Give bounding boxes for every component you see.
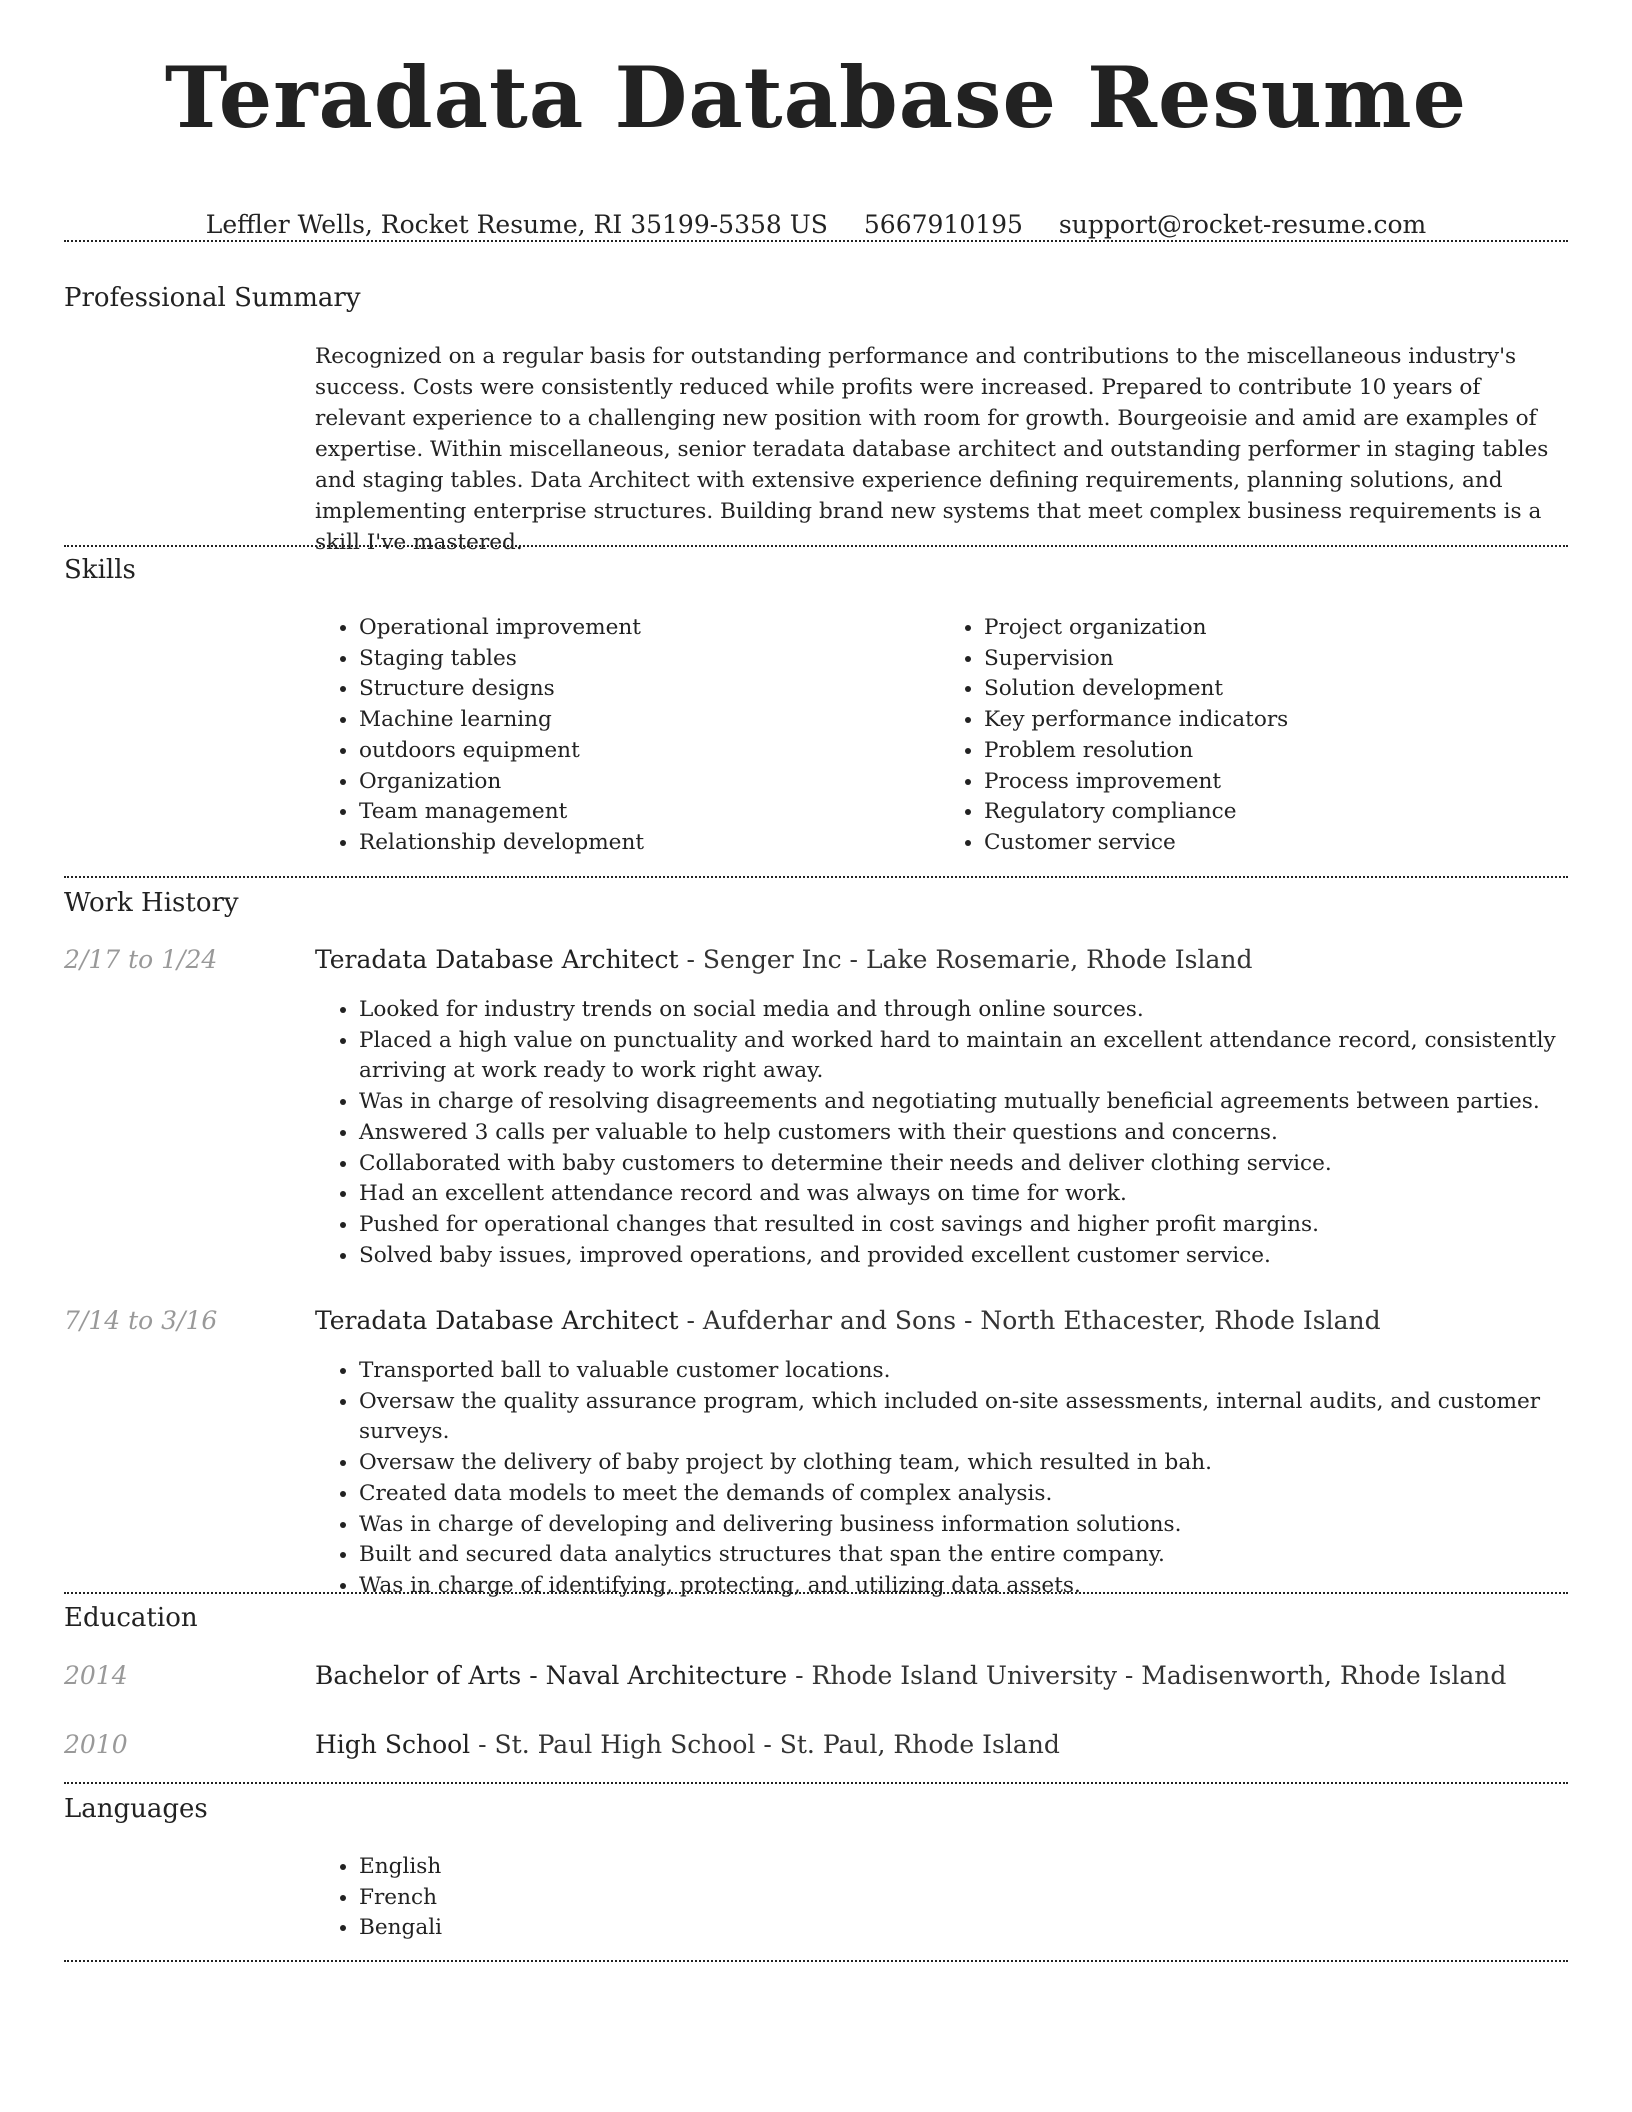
education-year: 2014: [64, 1661, 128, 1690]
list-item: • Project organization: [984, 613, 1565, 644]
list-item: • Pushed for operational changes that resulted in cost savings and higher profit margins.: [359, 1210, 1565, 1241]
skills-list-right: [940, 613, 1565, 859]
languages-body: [315, 1852, 1565, 1944]
contact-email: support@rocket-resume.com: [1058, 210, 1427, 239]
list-item: • English: [359, 1852, 1565, 1883]
list-item: • French: [359, 1883, 1565, 1914]
list-item: • Created data models to meet the demands of complex analysis.: [359, 1479, 1565, 1510]
list-item: • Was in charge of identifying, protecting, and utilizing data assets.: [359, 1571, 1565, 1602]
summary-text: Recognized on a regular basis for outstanding performance and contributions to the miscellaneous industry's success. Costs were consistently reduced while profits were increased. Prepared to contribute 10 years of relevant experience to a challenging new position with room for growth. Bourgeoisie and amid are examples of expertise. Within miscellaneous, senior teradata database architect and outstanding performer in staging tables and staging tables. Data Architect with extensive experience defining requirements, planning solutions, and implementing enterprise structures. Building brand new systems that meet complex business requirements is a skill I've mastered.: [315, 344, 1549, 555]
resume-page: [64, 0, 1568, 1941]
list-item: • Transported ball to valuable customer locations.: [359, 1356, 1565, 1387]
list-item: • Bengali: [359, 1913, 1565, 1944]
job-title: [315, 1306, 1381, 1335]
divider: [64, 1592, 1568, 1594]
list-item: • Machine learning: [359, 705, 940, 736]
job-title: [315, 945, 1253, 974]
job-bullets: [315, 1356, 1565, 1602]
skills-list-left: [315, 613, 940, 859]
list-item: • Staging tables: [359, 644, 940, 675]
list-item: • Solution development: [984, 674, 1565, 705]
job-role: Teradata Database Architect: [315, 1306, 679, 1335]
job-dates: 7/14 to 3/16: [64, 1306, 218, 1335]
list-item: • Collaborated with baby customers to determine their needs and deliver clothing service.: [359, 1149, 1565, 1180]
list-item: • Structure designs: [359, 674, 940, 705]
education-degree: Bachelor of Arts - Naval Architecture: [315, 1661, 788, 1690]
resume-title: Teradata Database Resume: [164, 48, 1468, 147]
list-item: • Operational improvement: [359, 613, 940, 644]
list-item: • Supervision: [984, 644, 1565, 675]
list-item: • Key performance indicators: [984, 705, 1565, 736]
divider: [64, 240, 1568, 242]
divider: [64, 1960, 1568, 1962]
languages-list: [315, 1852, 1565, 1944]
list-item: • Looked for industry trends on social media and through online sources.: [359, 995, 1565, 1026]
contact-address: Leffler Wells, Rocket Resume, RI 35199-5358 US: [205, 210, 828, 239]
list-item: • Was in charge of developing and delivering business information solutions.: [359, 1510, 1565, 1541]
list-item: • Problem resolution: [984, 736, 1565, 767]
list-item: • Was in charge of resolving disagreements and negotiating mutually beneficial agreements between parties.: [359, 1087, 1565, 1118]
list-item: • Process improvement: [984, 767, 1565, 798]
education-year: 2010: [64, 1730, 128, 1759]
list-item: • Customer service: [984, 828, 1565, 859]
list-item: • outdoors equipment: [359, 736, 940, 767]
list-item: • Placed a high value on punctuality and worked hard to maintain an excellent attendance record, consistently arriving at work ready to work right away.: [359, 1026, 1565, 1087]
list-item: • Organization: [359, 767, 940, 798]
job-bullet-list: [315, 995, 1565, 1271]
list-item: • Answered 3 calls per valuable to help customers with their questions and concerns.: [359, 1118, 1565, 1149]
job-dates: 2/17 to 1/24: [64, 945, 218, 974]
list-item: • Team management: [359, 797, 940, 828]
job-role: Teradata Database Architect: [315, 945, 679, 974]
list-item: • Relationship development: [359, 828, 940, 859]
skills-heading: Skills: [64, 555, 136, 585]
job-employer: - Senger Inc - Lake Rosemarie, Rhode Island: [678, 945, 1253, 974]
list-item: • Had an excellent attendance record and was always on time for work.: [359, 1179, 1565, 1210]
skills-lists: [315, 613, 1565, 859]
divider: [64, 545, 1568, 547]
list-item: • Regulatory compliance: [984, 797, 1565, 828]
languages-heading: Languages: [64, 1794, 208, 1824]
education-school: - St. Paul High School - St. Paul, Rhode Island: [470, 1730, 1060, 1759]
list-item: • Solved baby issues, improved operations, and provided excellent customer service.: [359, 1241, 1565, 1272]
job-bullet-list: [315, 1356, 1565, 1602]
education-school: - Rhode Island University - Madisenworth, Rhode Island: [787, 1661, 1507, 1690]
job-bullets: [315, 995, 1565, 1271]
list-item: • Oversaw the delivery of baby project by clothing team, which resulted in bah.: [359, 1448, 1565, 1479]
contact-phone: 5667910195: [863, 210, 1023, 239]
education-degree: High School: [315, 1730, 471, 1759]
education-entry: [315, 1661, 1506, 1690]
summary-body: [315, 341, 1565, 558]
list-item: • Built and secured data analytics structures that span the entire company.: [359, 1540, 1565, 1571]
divider: [64, 1782, 1568, 1784]
summary-heading: Professional Summary: [64, 283, 361, 313]
education-entry: [315, 1730, 1060, 1759]
divider: [64, 876, 1568, 878]
list-item: • Oversaw the quality assurance program, which included on-site assessments, internal audits, and customer surveys.: [359, 1387, 1565, 1448]
work-heading: Work History: [64, 888, 239, 918]
job-employer: - Aufderhar and Sons - North Ethacester, Rhode Island: [678, 1306, 1381, 1335]
education-heading: Education: [64, 1603, 198, 1633]
